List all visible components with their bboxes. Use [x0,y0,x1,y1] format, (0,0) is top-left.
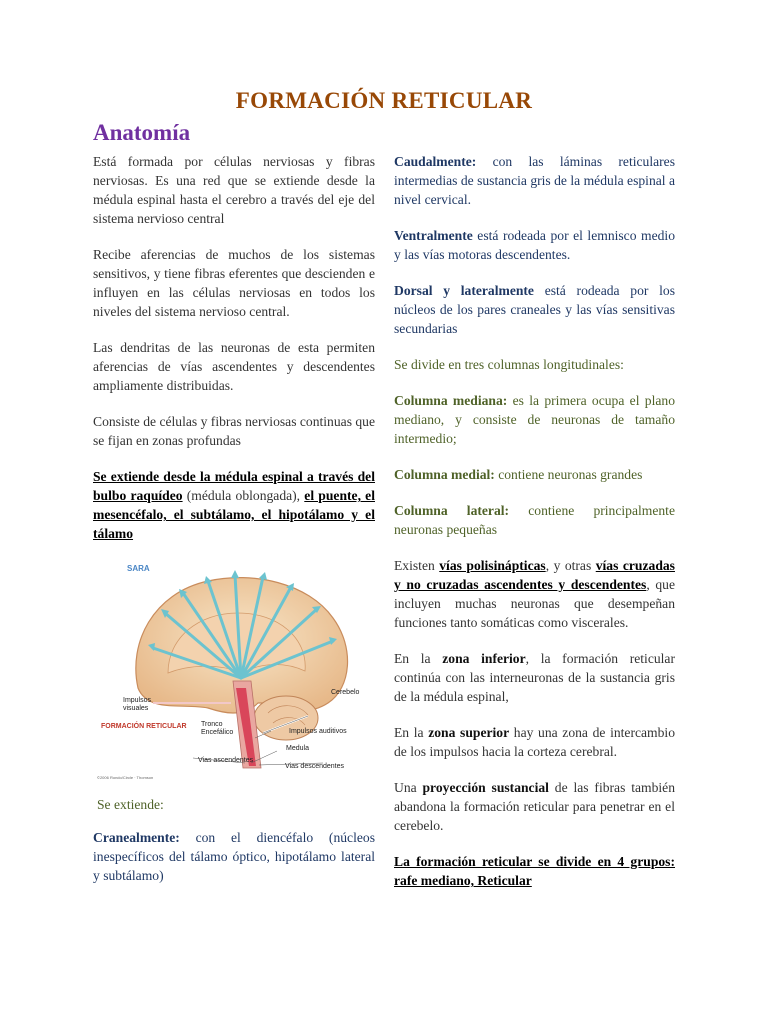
inferior-bold: zona inferior [442,651,526,666]
label-ventralmente: Ventralmente [394,228,473,243]
section-heading: Anatomía [93,120,191,145]
left-column [93,152,375,902]
label-columna-mediana: Columna mediana: [394,393,508,408]
paragraph-divide: Se divide en tres columnas longitudinales: [394,357,624,372]
paragraph-columna-mediana [394,391,675,448]
paragraph-ventralmente [394,226,675,264]
extension-underlined-b: el puente, el mesencéfalo, el subtálamo, el hipotálamo y el tálamo [93,488,375,541]
figure-label-auditivos: Impulsos auditivos [289,728,347,735]
paragraph-cranealmente [93,828,375,885]
brain-illustration [93,553,375,783]
existen-underlined-b: vías cruzadas y no cruzadas ascendentes y descendentes [394,558,675,592]
label-dorsal: Dorsal y lateralmente [394,283,534,298]
label-columna-medial: Columna medial: [394,467,495,482]
proyeccion-bold: proyección sustancial [422,780,549,795]
superior-text-a: En la [394,725,429,740]
paragraph-columna-medial [394,465,675,484]
figure-label-sara: SARA [127,564,150,573]
right-column [394,152,675,907]
paragraph-se-extiende: Se extiende: [97,797,164,812]
text-columna-mediana: es la primera ocupa el plano mediano, y consiste de neuronas de tamaño intermedio; [394,393,675,446]
label-cranealmente: Cranealmente: [93,830,180,845]
figure-label-tronco: Tronco Encefálico [201,721,234,736]
existen-text-b: , y otras [545,558,596,573]
figure-label-ascendentes: Vias ascendentes [198,757,254,764]
grupos-underlined: La formación reticular se divide en 4 grupos: rafe mediano, Reticular [394,854,675,888]
paragraph-columna-lateral [394,501,675,539]
superior-text-b: hay una zona de intercambio de los impulsos hacia la corteza cerebral. [394,725,675,759]
proyeccion-text-a: Una [394,780,423,795]
figure-label-formacion-reticular: FORMACIÓN RETICULAR [101,723,187,730]
paragraph-proyeccion [394,778,675,835]
paragraph-dendritas: Las dendritas de las neuronas de esta permiten aferencias de vías ascendentes y descendentes ampliamente distribuidas. [93,340,375,393]
extension-plain: (médula oblongada), [182,488,305,503]
text-ventralmente: está rodeada por el lemnisco medio y las vías motoras descendentes. [394,228,675,262]
paragraph-caudalmente [394,152,675,209]
paragraph-existen [394,556,675,632]
paragraph-grupos [394,852,675,890]
extension-underlined-a: Se extiende desde la médula espinal a través del bulbo raquídeo [93,469,375,503]
superior-bold: zona superior [428,725,510,740]
text-caudalmente: con las láminas reticulares intermedias de sustancia gris de la médula espinal a nivel cervical. [394,154,675,207]
paragraph-extension [93,467,375,543]
existen-text-a: Existen [394,558,440,573]
proyeccion-text-b: de las fibras también abandona la formación reticular para penetrar en el cerebelo. [394,780,676,833]
figure-label-cerebelo: Cerebelo [331,689,360,696]
existen-underlined-a: vías polisinápticas [439,558,546,573]
paragraph-definition: Está formada por células nerviosas y fibras nerviosas. Es una red que se extiende desde la médula espinal hasta el cerebro a través del eje del sistema nervioso central [93,154,375,226]
label-caudalmente: Caudalmente: [394,154,477,169]
text-columna-medial: contiene neuronas grandes [494,467,643,482]
paragraph-aferencias: Recibe aferencias de muchos de los sistemas sensitivos, y tiene fibras eferentes que descienden e influyen en las células nerviosas en todos los niveles del sistema nervioso central. [93,247,375,319]
paragraph-consiste: Consiste de células y fibras nerviosas continuas que se fijan en zonas profundas [93,414,376,448]
paragraph-zona-inferior [394,649,675,706]
page-title: FORMACIÓN RETICULAR [235,88,533,113]
figure-label-impulsos-visuales: Impulsos visuales [123,697,152,712]
figure-credit: ©2006 Rondo/Circle · Thomson [97,775,154,780]
label-columna-lateral: Columna lateral: [394,503,510,518]
figure-label-descendentes: Vias descendentes [285,763,345,770]
brain-drawing [93,553,375,783]
inferior-text-a: En la [394,651,443,666]
text-cranealmente: con el diencéfalo (núcleos inespecíficos del tálamo óptico, hipotálamo lateral y subtálamo) [93,830,375,883]
figure-label-medula: Medula [286,745,309,752]
existen-text-c: , que incluyen muchas neuronas que desempeñan funciones tanto somáticas como viscerales. [394,577,675,630]
text-columna-lateral: contiene principalmente neuronas pequeñas [394,503,675,537]
inferior-text-b: , la formación reticular continúa con las interneuronas de la sustancia gris de la médula espinal, [394,651,675,704]
text-dorsal: está rodeada por los núcleos de los pares craneales y las vías sensitivas secundarias [394,283,676,336]
paragraph-zona-superior [394,723,675,761]
paragraph-dorsal [394,281,675,338]
